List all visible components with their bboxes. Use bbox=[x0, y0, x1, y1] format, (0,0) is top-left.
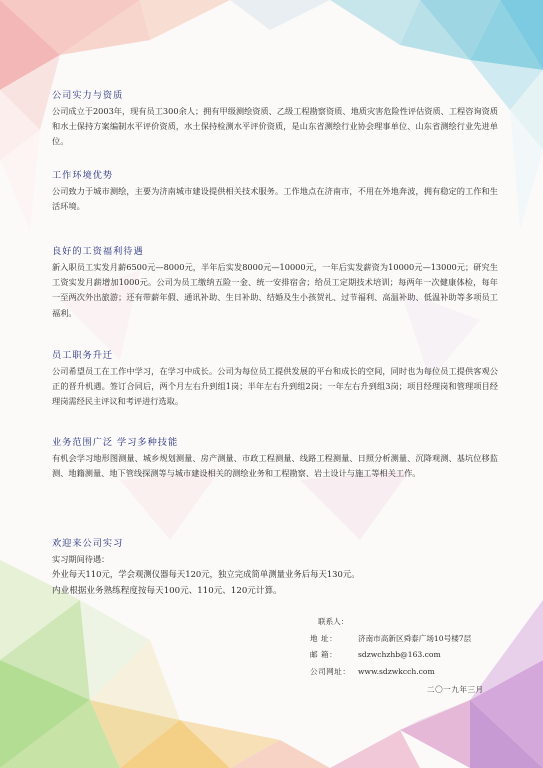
section-salary-benefits bbox=[52, 246, 498, 321]
internship-pay-label: 实习期间待遇： bbox=[52, 554, 110, 564]
section-paragraph: 公司成立于2003年，现有员工300余人；拥有甲级测绘资质、乙级工程勘察资质、地质灾害危险性评估资质、工程咨询资质和水土保持方案编制水平评价资质，水土保持检测水平评价资质，是山东省测绘行业协会理事单位、山东省测绘行业先进单位。 bbox=[52, 106, 498, 147]
section-paragraph: 公司致力于城市测绘，主要为济南城市建设提供相关技术服务。工作地点在济南市，不用在外地奔波，拥有稳定的工作和生活环境。 bbox=[52, 186, 498, 212]
section-paragraph: 公司希望员工在工作中学习，在学习中成长。公司为每位员工提供发展的平台和成长的空间，同时也为每位员工提供客观公正的晋升机遇。签订合同后，两个月左右升到组1岗；半年左右升到组2岗；一年左右升到组3岗；项目经理岗和管理项目经理岗需经民主评议和考评进行选取。 bbox=[52, 366, 498, 407]
section-work-environment bbox=[52, 170, 498, 214]
section-paragraph: 有机会学习地形图测量、城乡规划测量、房产测量、市政工程测量、线路工程测量、日照分析测量、沉降观测、基坑位移监测、地籍测量、地下管线探测等与城市建设相关的测绘业务和工程勘察、岩土设计与施工等相关工作。 bbox=[52, 453, 498, 479]
contact-address bbox=[310, 631, 510, 648]
contact-info bbox=[310, 614, 510, 680]
website-label: 公司网址： bbox=[310, 666, 351, 676]
contact-website bbox=[310, 664, 510, 681]
address-value: 济南市高新区舜泰广场10号楼7层 bbox=[358, 633, 472, 643]
section-heading: 欢迎来公司实习 bbox=[52, 538, 124, 549]
section-internship bbox=[52, 538, 498, 599]
section-heading: 公司实力与资质 bbox=[52, 90, 124, 101]
section-business-scope bbox=[52, 437, 498, 481]
contact-email bbox=[310, 647, 510, 664]
section-heading: 工作环境优势 bbox=[52, 170, 114, 181]
address-label: 地 址： bbox=[310, 633, 338, 643]
section-paragraph: 新入职员工实发月薪6500元—8000元，半年后实发8000元—10000元，一年后实发薪资为10000元—13000元；研究生工资实发月薪增加1000元。公司为员工缴纳五险一金、统一安排宿舍；给员工定期技术培训；每两年一次健康体检，每年一至两次外出旅游；还有带薪年假、通讯补助、生日补助、结婚及生小孩贺礼、过节福利、高温补助、低温补助等多项员工福利。 bbox=[52, 262, 498, 318]
section-promotion bbox=[52, 350, 498, 410]
website-value[interactable]: www.sdzwkcch.com bbox=[358, 666, 435, 676]
email-value[interactable]: sdzwchzhb@163.com bbox=[358, 650, 441, 660]
section-heading: 业务范围广泛 学习多种技能 bbox=[52, 437, 179, 448]
internship-office-pay: 内业根据业务熟练程度按每天100元、110元、120元计算。 bbox=[52, 586, 282, 596]
section-heading: 员工职务升迁 bbox=[52, 350, 114, 361]
contact-title: 联系人： bbox=[318, 617, 349, 626]
email-label: 邮 箱： bbox=[310, 650, 338, 660]
section-heading: 良好的工资福利待遇 bbox=[52, 246, 144, 257]
document-date: 二〇一九年三月 bbox=[427, 685, 484, 694]
internship-field-pay: 外业每天110元，学会观测仪器每天120元，独立完成简单测量业务后每天130元。 bbox=[52, 569, 360, 579]
section-company-strength bbox=[52, 90, 498, 150]
